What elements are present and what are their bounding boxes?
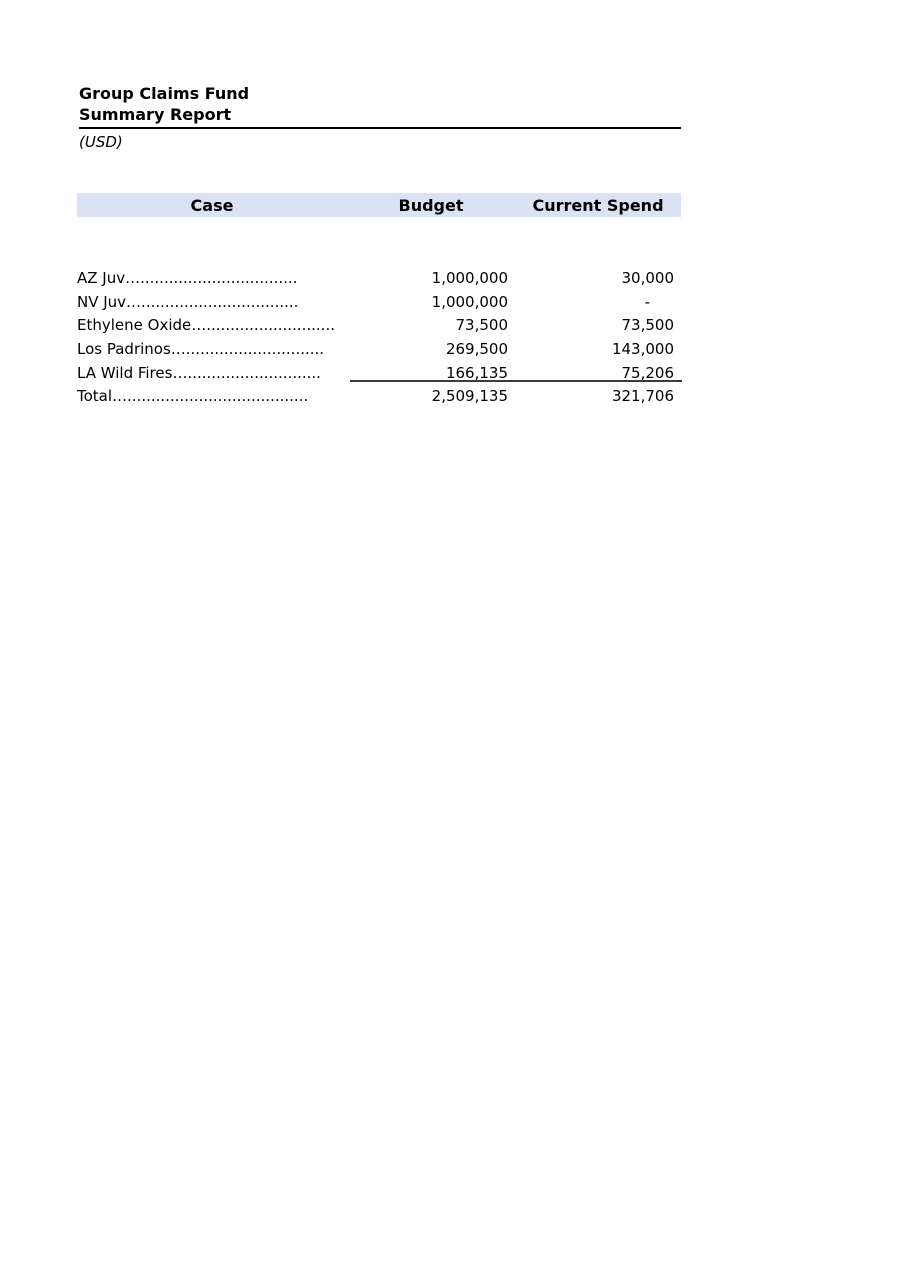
current-spend-value: 30,000: [621, 268, 674, 287]
report-header: [79, 83, 681, 152]
column-header-current-spend: Current Spend: [532, 195, 664, 215]
case-label: Ethylene Oxide…...........................: [77, 316, 335, 335]
report-title-line2: Summary Report: [79, 105, 232, 124]
report-currency-note: (USD): [79, 133, 123, 151]
budget-value: 73,500: [455, 316, 508, 335]
table-row-los-padrinos: [77, 337, 681, 361]
claims-summary-table: [77, 193, 681, 408]
current-spend-value: 75,206: [621, 363, 674, 382]
table-header-row: [77, 193, 681, 217]
case-label: LA Wild Fires…............................: [77, 363, 321, 382]
current-spend-value: 143,000: [611, 339, 674, 358]
report-title-line1: Group Claims Fund: [79, 84, 250, 103]
total-budget-value: 2,509,135: [431, 387, 508, 406]
current-spend-value: 73,500: [621, 316, 674, 335]
total-current-spend-value: 321,706: [611, 387, 674, 406]
budget-value: 1,000,000: [431, 292, 508, 311]
total-label: Total…......................................: [77, 387, 309, 406]
column-header-case: Case: [190, 195, 234, 215]
table-row-nv-juv: [77, 290, 681, 314]
total-separator-line: [350, 380, 682, 382]
table-row-ethylene-oxide: [77, 313, 681, 337]
header-gap: [77, 217, 681, 266]
table-row-az-juv: [77, 266, 681, 290]
table-row-total: [77, 384, 681, 408]
budget-value: 166,135: [445, 363, 508, 382]
budget-value: 269,500: [445, 339, 508, 358]
column-header-budget: Budget: [398, 195, 464, 215]
report-title-block: [79, 83, 681, 129]
budget-value: 1,000,000: [431, 268, 508, 287]
case-label: AZ Juv….................................: [77, 268, 298, 287]
current-spend-value: -: [644, 292, 650, 311]
case-label: Los Padrinos….............................: [77, 339, 325, 358]
case-label: NV Juv….................................: [77, 292, 299, 311]
